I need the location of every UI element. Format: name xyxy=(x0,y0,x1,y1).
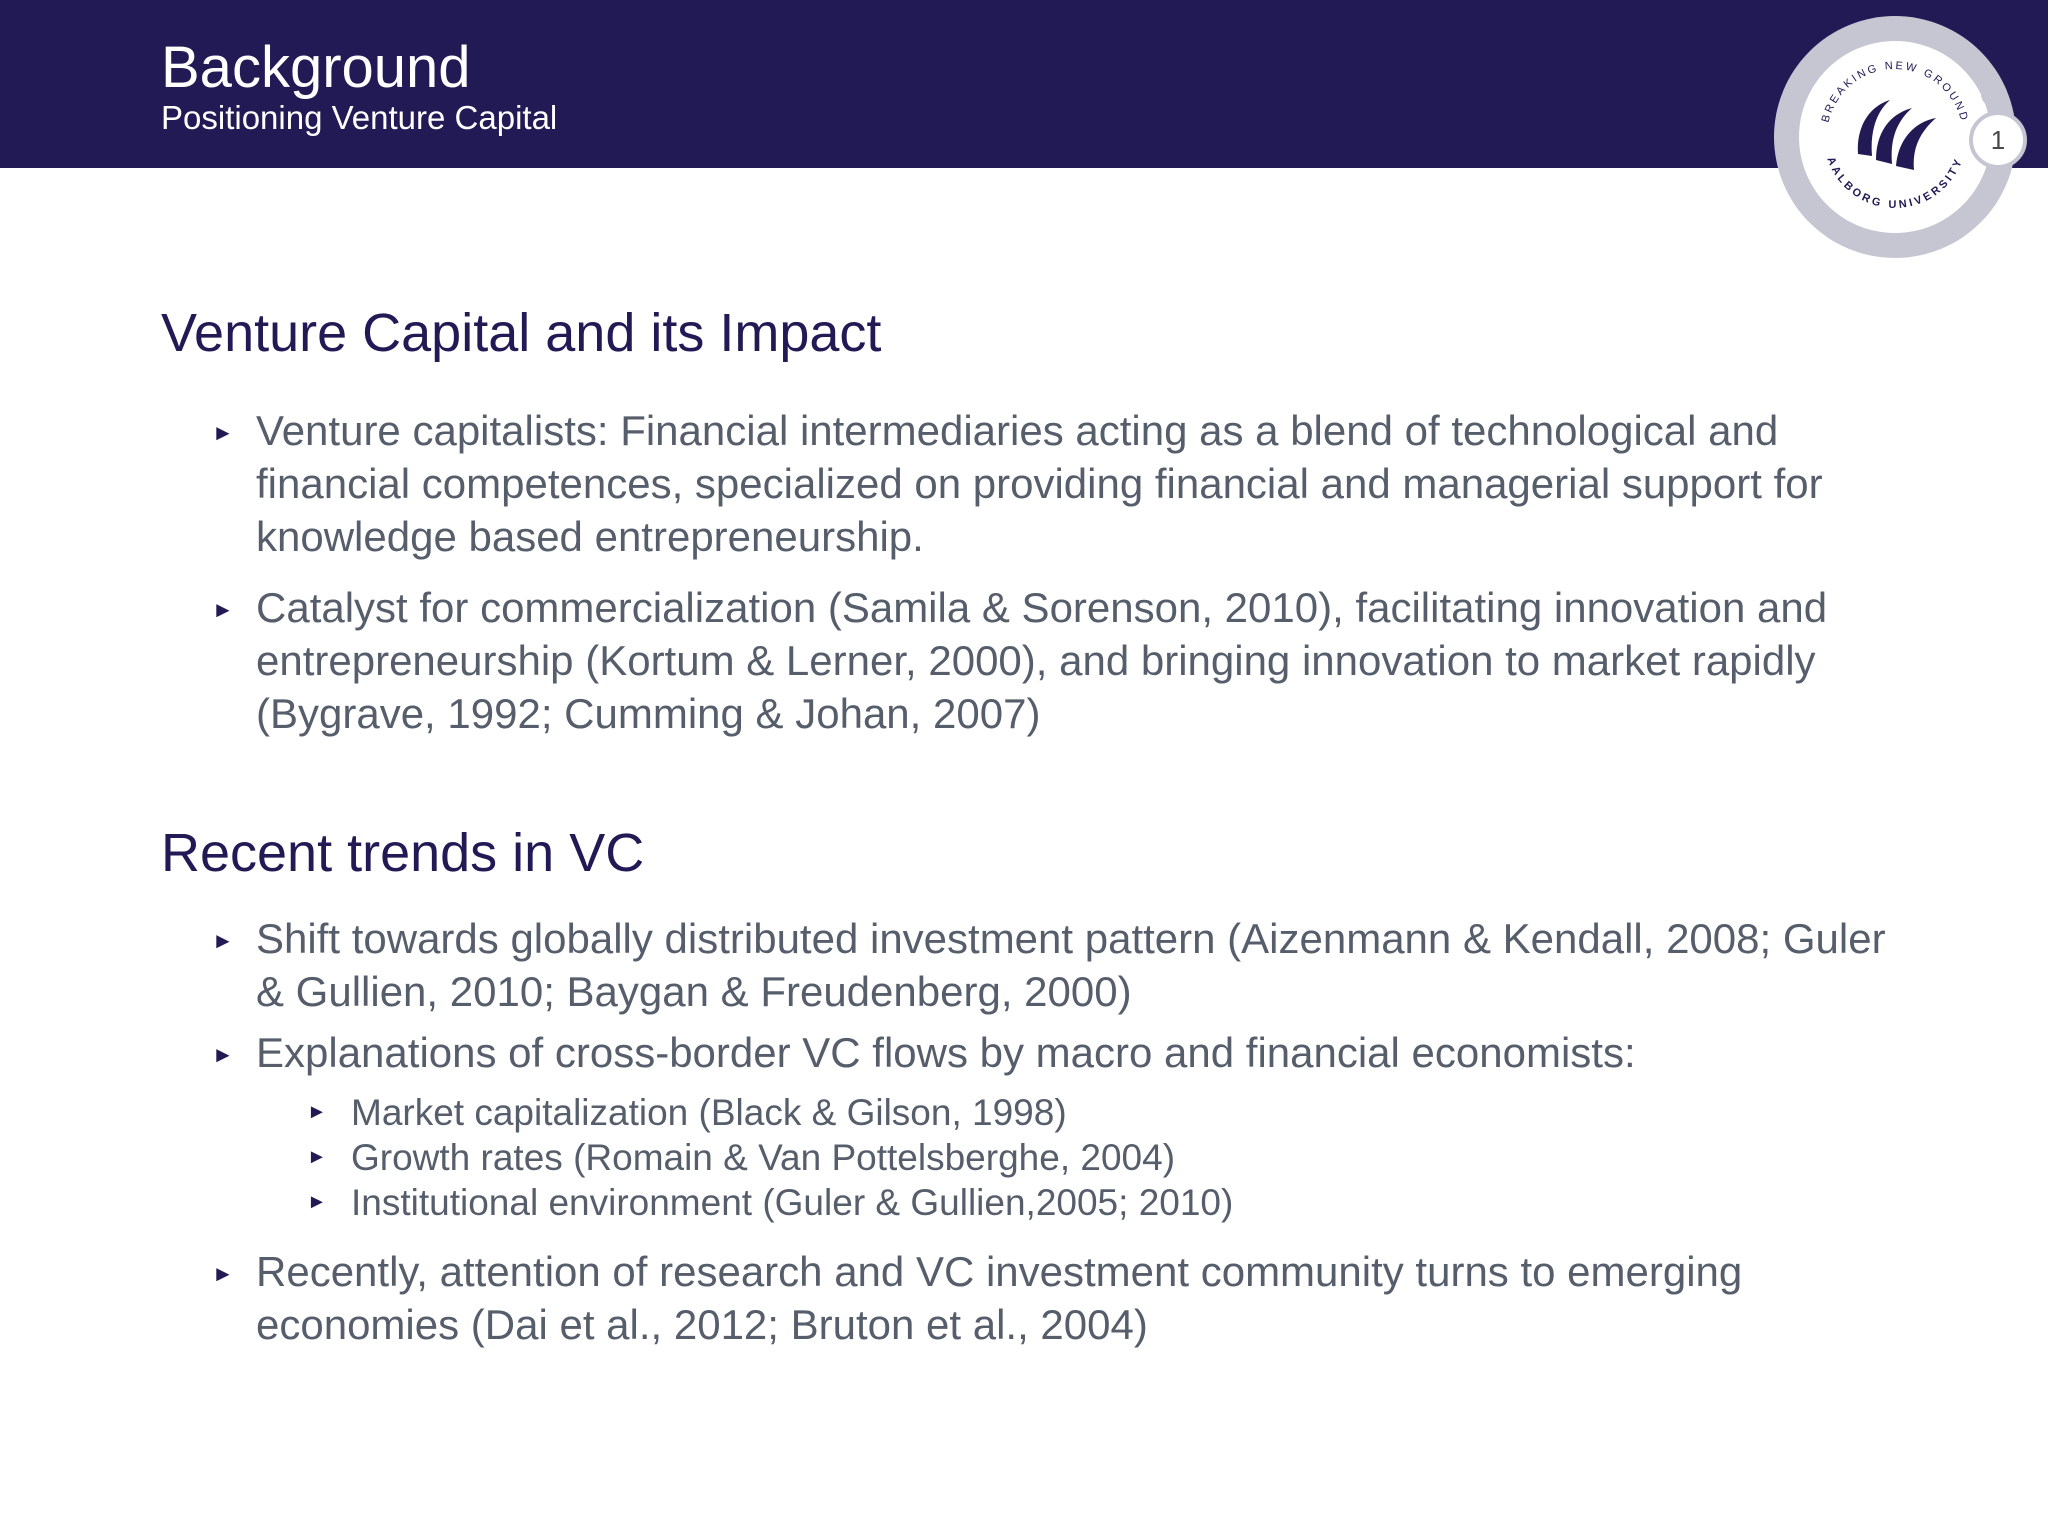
bullet-text: Venture capitalists: Financial intermediaries acting as a blend of technological and financial competences, specialized on providing financial and managerial support for knowledge based entrepreneurship. xyxy=(256,407,1823,560)
bullet-arrow-icon: ► xyxy=(212,1042,234,1067)
bullet-arrow-icon: ► xyxy=(212,420,234,445)
slide-subtitle: Positioning Venture Capital xyxy=(161,99,558,136)
sub-bullet-text: Institutional environment (Guler & Gullien,2005; 2010) xyxy=(351,1182,1234,1223)
section-heading-vc-impact: Venture Capital and its Impact xyxy=(161,303,882,363)
bullet-item xyxy=(212,1245,1896,1351)
bullet-text: Recently, attention of research and VC investment community turns to emerging economies (Dai et al., 2012; Bruton et al., 2004) xyxy=(256,1248,1743,1348)
sub-bullet-arrow-icon: ► xyxy=(307,1191,327,1213)
sub-bullet-arrow-icon: ► xyxy=(307,1146,327,1168)
sub-bullet-item xyxy=(307,1135,1851,1180)
sub-bullet-text: Market capitalization (Black & Gilson, 1998) xyxy=(351,1092,1067,1133)
bullet-text: Catalyst for commercialization (Samila & Sorenson, 2010), facilitating innovation and entrepreneurship (Kortum & Lerner, 2000), and bringing innovation to market rapidly (Bygrave, 1992; Cumming & Johan, 2007) xyxy=(256,584,1828,737)
page-number-text: 1 xyxy=(1990,125,2006,155)
bullet-item xyxy=(212,912,1896,1018)
header-bar xyxy=(0,0,2048,168)
bullet-text: Shift towards globally distributed investment pattern (Aizenmann & Kendall, 2008; Guler & Gullien, 2010; Baygan & Freudenberg, 2000) xyxy=(256,915,1886,1015)
sub-bullet-item xyxy=(307,1180,1851,1225)
sub-bullet-item xyxy=(307,1090,1851,1135)
sub-bullet-arrow-icon: ► xyxy=(307,1101,327,1123)
slide-title: Background xyxy=(161,35,471,100)
bullet-item xyxy=(212,1026,1896,1079)
bullet-item xyxy=(212,581,1896,740)
sub-bullet-text: Growth rates (Romain & Van Pottelsberghe, 2004) xyxy=(351,1137,1176,1178)
logo-ring-top-text: BREAKING NEW GROUND xyxy=(1819,59,1971,124)
bullet-arrow-icon: ► xyxy=(212,1261,234,1286)
bullet-arrow-icon: ► xyxy=(212,597,234,622)
page-number-badge xyxy=(1968,110,2028,170)
bullet-arrow-icon: ► xyxy=(212,928,234,953)
bullet-text: Explanations of cross-border VC flows by macro and financial economists: xyxy=(256,1029,1636,1076)
logo-ring-bottom-text: AALBORG UNIVERSITY xyxy=(1824,155,1966,212)
bullet-item xyxy=(212,404,1896,563)
section-heading-recent-trends: Recent trends in VC xyxy=(161,823,645,883)
